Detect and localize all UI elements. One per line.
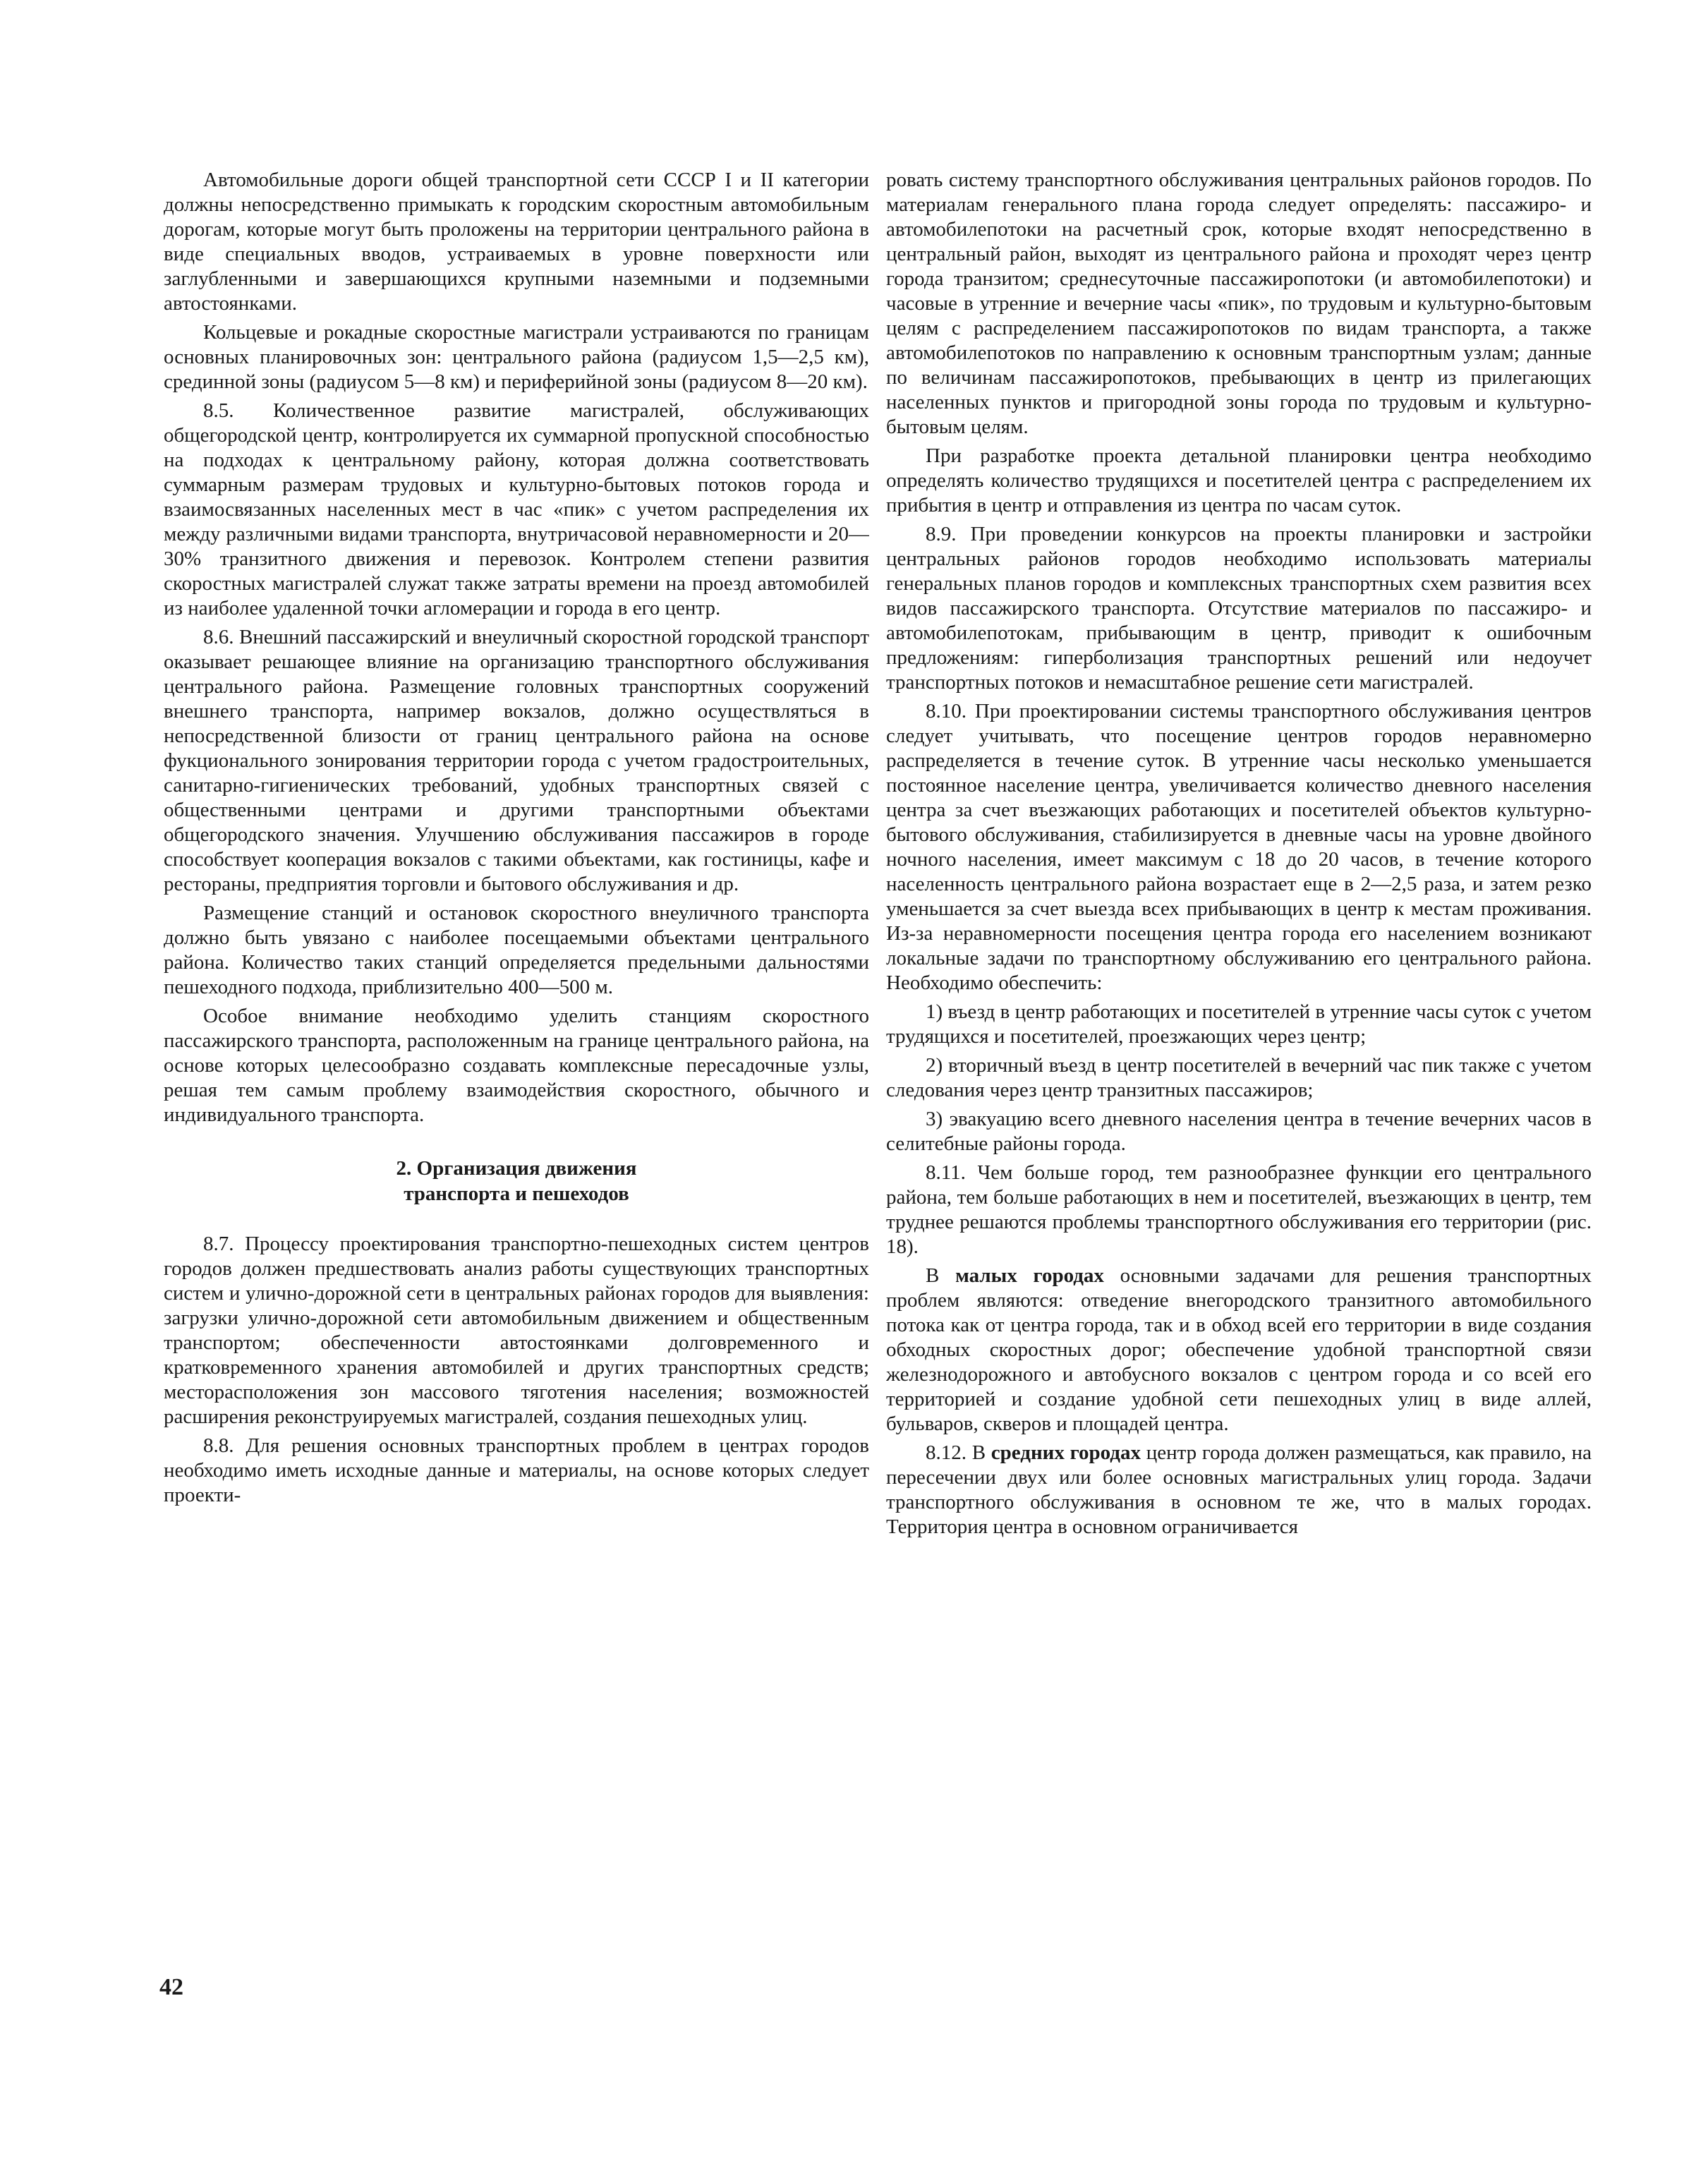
list-item: 2) вторичный въезд в центр посетителей в вечерний час пик также с учетом следования через центр транзитных пассажиров; — [886, 1054, 1592, 1101]
paragraph-8-11: 8.11. Чем больше город, тем разнообразнее функции его центрального района, тем больше работающих в нем и посетителей, въезжающих в центр, тем труднее решаются проблемы транспортного обслуживания его территории (рис. 18). — [886, 1161, 1592, 1258]
section-heading-line-2: транспорта и пешеходов — [404, 1182, 629, 1205]
clause-number: 8.11. — [926, 1161, 966, 1184]
clause-number: 8.10. — [926, 700, 967, 722]
clause-number: 8.7. — [203, 1233, 234, 1255]
paragraph-8-7: 8.7. Процессу проектирования транспортно-пешеходных систем центров городов должен предшествовать анализ работы существующих транспортных систем и улично-дорожной сети в центральных районах городов для выявления: загрузки улично-дорожной сети автомобильным движением и общественным транспортом; обеспеченности автостоянками долговременного и кратковременного хранения автомобилей и других транспортных средств; месторасположения зон массового тяготения населения; возможностей расширения реконструируемых магистралей, создания пешеходных улиц. — [164, 1233, 869, 1428]
page-number: 42 — [159, 1974, 183, 2000]
list-item: 1) въезд в центр работающих и посетителей в утренние часы суток с учетом трудящихся и посетителей, проезжающих через центр; — [886, 1000, 1592, 1048]
paragraph: Особое внимание необходимо уделить станциям скоростного пассажирского транспорта, расположенным на границе центрального района, на основе которых целесообразно создавать комплексные пересадочные узлы, решая тем самым проблему взаимодействия скоростного, обычного и индивидуального транспорта. — [164, 1005, 869, 1126]
paragraph-small-cities: В малых городах основными задачами для решения транспортных проблем являются: отведение внегородского транзитного автомобильного потока как от центра города, так и в обход всей его территории в виде создания обходных скоростных дорог; обеспечение удобной транспортной связи железнодорожного и автобусного вокзалов с центром города и со всей его территорией и создание удобной сети пешеходных улиц в виде аллей, бульваров, скверов и площадей центра. — [886, 1264, 1592, 1435]
clause-number: 8.8. — [203, 1434, 234, 1457]
paragraph-8-10: 8.10. При проектировании системы транспортного обслуживания центров следует учитывать, что посещение центров городов неравномерно распределяется в течение суток. В утренние часы несколько уменьшается постоянное население центра, увеличивается количество дневного населения центра за счет въезжающих работающих и посетителей объектов культурно-бытового обслуживания, стабилизируется в дневные часы на уровне двойного ночного населения, имеет максимум с 18 до 20 часов, в течение которого населенность центрального района возрастает еще в 2—2,5 раза, и затем резко уменьшается за счет выезда всех прибывающих в центр к местам проживания. Из-за неравномерности посещения центра города его населением возникают локальные задачи по транспортному обслуживанию его центрального района. Необходимо обеспечить: — [886, 700, 1592, 994]
list-item: 3) эвакуацию всего дневного населения центра в течение вечерних часов в селитебные районы города. — [886, 1108, 1592, 1155]
paragraph-8-9: 8.9. При проведении конкурсов на проекты планировки и застройки центральных районов городов необходимо использовать материалы генеральных планов городов и комплексных транспортных схем развития всех видов пассажирского транспорта. Отсутствие материалов по пассажиро- и автомобилепотокам, прибывающим в центр, приводит к ошибочным предложениям: гиперболизация транспортных решений или недоучет транспортных потоков и немасштабное решение сети магистралей. — [886, 523, 1592, 694]
section-heading-line-1: 2. Организация движения — [396, 1157, 637, 1180]
paragraph-8-8: 8.8. Для решения основных транспортных проблем в центрах городов необходимо иметь исходные данные и материалы, на основе которых следует проекти- — [164, 1434, 869, 1506]
clause-number: 8.5. — [203, 399, 234, 422]
paragraph: Автомобильные дороги общей транспортной сети СССР I и II категории должны непосредственно примыкать к городским скоростным автомобильным дорогам, которые могут быть проложены на территории центрального района в виде специальных вводов, устраиваемых в уровне поверхности или заглубленными и завершающихся крупными наземными и подземными автостоянками. — [164, 169, 869, 315]
paragraph-8-5: 8.5. Количественное развитие магистралей, обслуживающих общегородской центр, контролируется их суммарной пропускной способностью на подходах к центральному району, которая должна соответствовать суммарным размерам трудовых и культурно-бытовых потоков города и взаимосвязанных населенных мест в час «пик» с учетом распределения их между различными видами транспорта, внутричасовой неравномерности и 20—30% транзитного движения и перевозок. Контролем степени развития скоростных магистралей служат также затраты времени на проезд автомобилей из наиболее удаленной точки агломерации и города в его центр. — [164, 399, 869, 619]
left-column — [164, 168, 869, 2002]
paragraph: Размещение станций и остановок скоростного внеуличного транспорта должно быть увязано с наиболее посещаемыми объектами центрального района. Количество таких станций определяется предельными дальностями пешеходного подхода, приблизительно 400—500 м. — [164, 902, 869, 998]
paragraph-8-12: 8.12. В средних городах центр города должен размещаться, как правило, на пересечении двух или более основных магистральных улиц города. Задачи транспортного обслуживания в основном те же, что в малых городах. Территория центра в основном ограничивается — [886, 1441, 1592, 1538]
section-heading — [164, 1156, 869, 1206]
clause-number: 8.9. — [926, 523, 957, 545]
emphasis-term: малых городах — [955, 1264, 1104, 1287]
paragraph: Кольцевые и рокадные скоростные магистрали устраиваются по границам основных планировочных зон: центрального района (радиусом 1,5—2,5 км), срединной зоны (радиусом 5—8 км) и периферийной зоны (радиусом 8—20 км). — [164, 321, 869, 393]
right-column — [886, 168, 1592, 2002]
clause-number: 8.6. — [203, 626, 234, 648]
clause-number: 8.12. — [926, 1441, 967, 1464]
paragraph-continued: ровать систему транспортного обслуживания центральных районов городов. По материалам генерального плана города следует определять: пассажиро- и автомобилепотоки на расчетный срок, которые входят непосредственно в центральный район, выходят из центрального района и проходят через центр города транзитом; среднесуточные пассажиропотоки (и автомобилепотоки) и часовые в утренние и вечерние часы «пик», по трудовым и культурно-бытовым целям с распределением пассажиропотоков по видам транспорта, а также автомобилепотоков по направлению к основным транспортным узлам; данные по величинам пассажиропотоков, пребывающих в центр из прилегающих населенных пунктов и пригородной зоны города по трудовым и культурно-бытовым целям. — [886, 169, 1592, 438]
emphasis-term: средних городах — [991, 1441, 1141, 1464]
paragraph-8-6: 8.6. Внешний пассажирский и внеуличный скоростной городской транспорт оказывает решающее влияние на организацию транспортного обслуживания центрального района. Размещение головных транспортных сооружений внешнего транспорта, например вокзалов, должно осуществляться в непосредственной близости от границ центрального района на основе фукционального зонирования территории города с учетом градостроительных, санитарно-гигиенических требований, удобных транспортных связей с общественными центрами и другими транспортными объектами общегородского значения. Улучшению обслуживания пассажиров в городе способствует кооперация вокзалов с такими объектами, как гостиницы, кафе и рестораны, предприятия торговли и бытового обслуживания и др. — [164, 626, 869, 895]
paragraph: При разработке проекта детальной планировки центра необходимо определять количество трудящихся и посетителей центра с распределением их прибытия в центр и отправления из центра по часам суток. — [886, 444, 1592, 516]
